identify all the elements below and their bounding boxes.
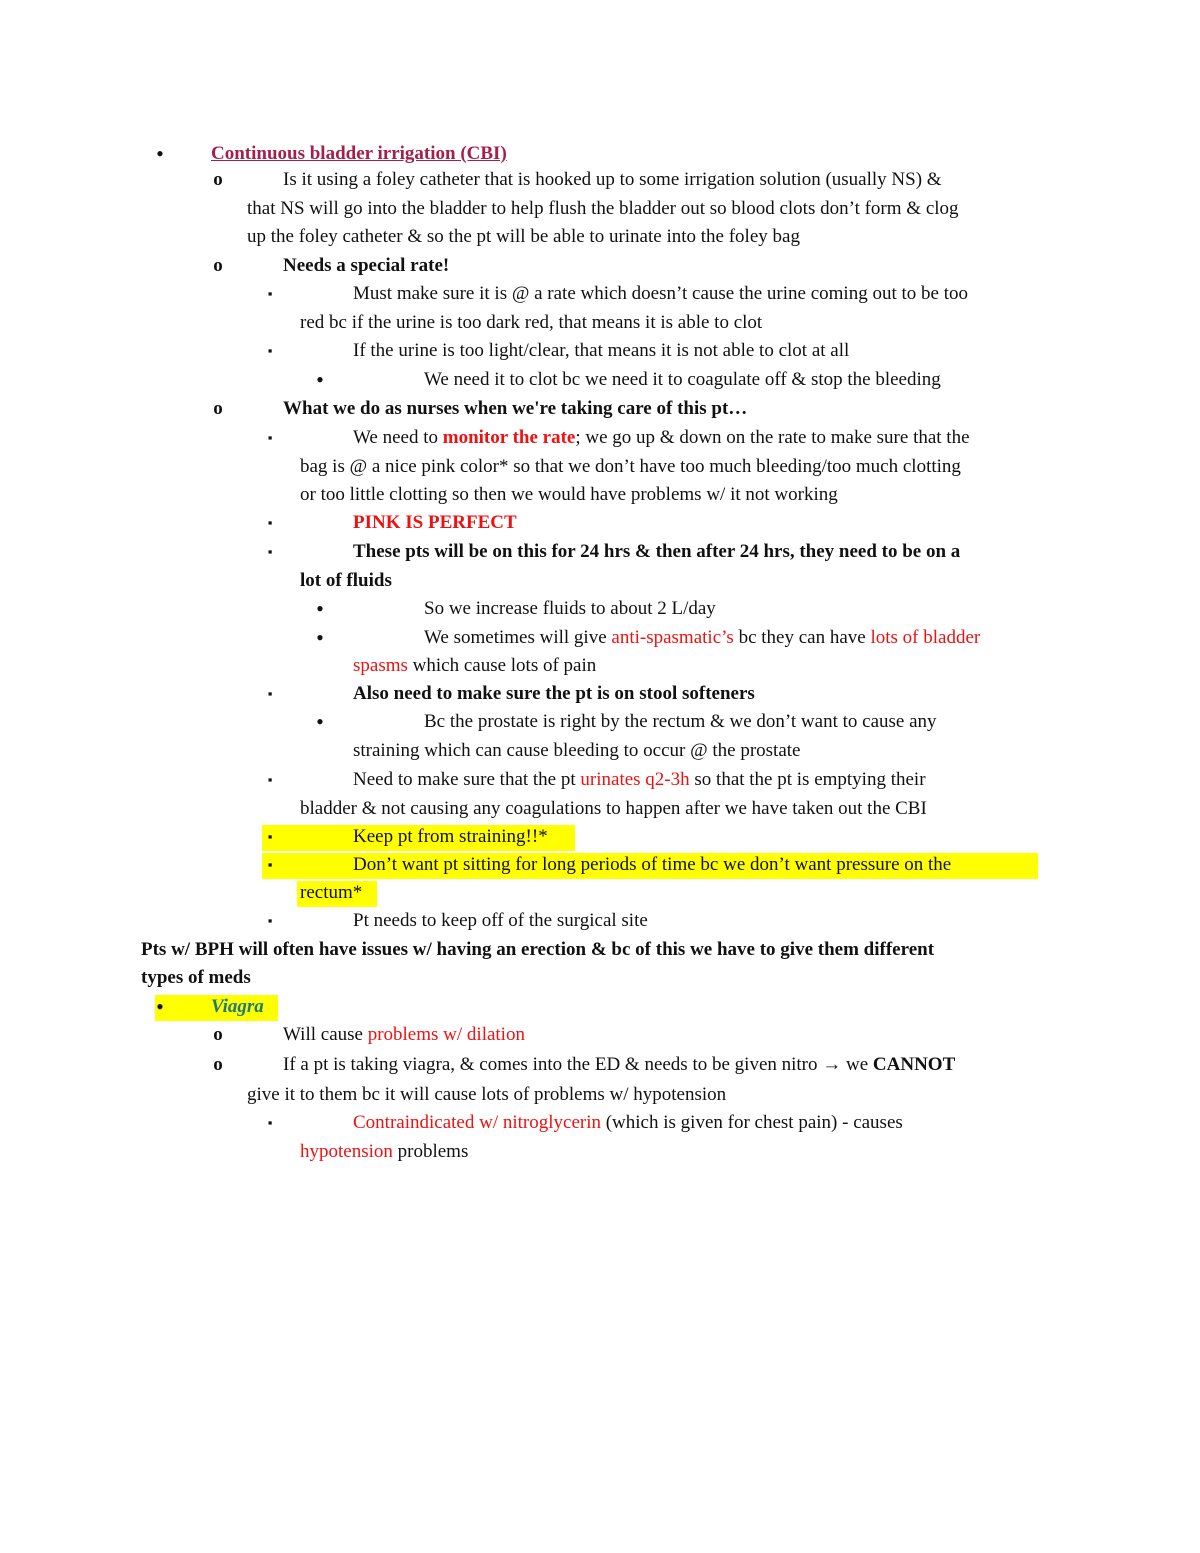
contra-line-1: Contraindicated w/ nitroglycerin (which is given for chest pain) - causes [353, 1112, 903, 1133]
bullet-circle: o [213, 255, 223, 276]
bullet-square: ▪ [267, 343, 273, 358]
site-item: Pt needs to keep off of the surgical site [353, 910, 648, 931]
bullet-circle: o [213, 1054, 223, 1075]
cbi-desc-line-1: Is it using a foley catheter that is hooked up to some irrigation solution (usually NS) & [283, 169, 942, 190]
prostate-line-2: straining which can cause bleeding to occur @ the prostate [353, 740, 801, 761]
contra-line-2: hypotension problems [300, 1141, 469, 1162]
bullet-square: ▪ [267, 515, 273, 530]
sitting-line-2: rectum* [300, 882, 363, 903]
bullet-square: ▪ [267, 686, 273, 701]
bullet-circle: o [213, 1024, 223, 1045]
spasm-line-1: We sometimes will give anti-spasmatic’s bc they can have lots of bladder [424, 627, 981, 648]
bullet-dot: • [316, 367, 324, 392]
nurse-heading: What we do as nurses when we're taking care of this pt… [283, 398, 748, 419]
hrs-line-2: lot of fluids [300, 570, 392, 591]
viagra-title: Viagra [211, 996, 264, 1017]
bullet-square: ▪ [267, 857, 273, 872]
bullet-square: ▪ [267, 913, 273, 928]
bph-line-1: Pts w/ BPH will often have issues w/ having an erection & bc of this we have to give them different [141, 939, 935, 960]
bullet-circle: o [213, 169, 223, 190]
bullet-square: ▪ [267, 772, 273, 787]
urinate-line-2: bladder & not causing any coagulations to happen after we have taken out the CBI [300, 798, 927, 819]
urinate-line-1: Need to make sure that the pt urinates q2-3h so that the pt is emptying their [353, 769, 926, 790]
nitro-line-2: give it to them bc it will cause lots of problems w/ hypotension [247, 1084, 727, 1105]
bullet-dot: • [156, 994, 164, 1019]
rate-item-1-line-1: Must make sure it is @ a rate which doesn’t cause the urine coming out to be too [353, 283, 968, 304]
pink-is-perfect: PINK IS PERFECT [353, 512, 517, 533]
monitor-line-1: We need to monitor the rate; we go up & down on the rate to make sure that the [353, 427, 970, 448]
bullet-dot: • [316, 625, 324, 650]
monitor-line-3: or too little clotting so then we would have problems w/ it not working [300, 484, 838, 505]
prostate-line-1: Bc the prostate is right by the rectum & we don’t want to cause any [424, 711, 937, 732]
bullet-square: ▪ [267, 544, 273, 559]
cbi-desc-line-2: that NS will go into the bladder to help flush the bladder out so blood clots don’t form & clog [247, 198, 959, 219]
fluids-item: So we increase fluids to about 2 L/day [424, 598, 716, 619]
bullet-dot: • [156, 141, 164, 166]
spasm-line-2: spasms which cause lots of pain [353, 655, 597, 676]
rate-item-2-sub: We need it to clot bc we need it to coagulate off & stop the bleeding [424, 369, 941, 390]
bullet-dot: • [316, 709, 324, 734]
sitting-line-1: Don’t want pt sitting for long periods of time bc we don’t want pressure on the [353, 854, 952, 875]
bph-line-2: types of meds [141, 967, 251, 988]
cbi-desc-line-3: up the foley catheter & so the pt will be able to urinate into the foley bag [247, 226, 800, 247]
monitor-line-2: bag is @ a nice pink color* so that we don’t have too much bleeding/too much clotting [300, 456, 961, 477]
bullet-square: ▪ [267, 1115, 273, 1130]
bullet-circle: o [213, 398, 223, 419]
bullet-square: ▪ [267, 829, 273, 844]
bullet-dot: • [316, 596, 324, 621]
hrs-line-1: These pts will be on this for 24 hrs & then after 24 hrs, they need to be on a [353, 541, 961, 562]
straining-item: Keep pt from straining!!* [353, 826, 548, 847]
rate-heading: Needs a special rate! [283, 255, 450, 276]
dilation-item: Will cause problems w/ dilation [283, 1024, 525, 1045]
bullet-square: ▪ [267, 286, 273, 301]
nitro-line-1: If a pt is taking viagra, & comes into the ED & needs to be given nitro → we CANNOT [283, 1054, 956, 1075]
rate-item-1-line-2: red bc if the urine is too dark red, that means it is able to clot [300, 312, 763, 333]
arrow-right-icon: → [822, 1054, 842, 1075]
cbi-title: Continuous bladder irrigation (CBI) [211, 143, 507, 164]
stool-item: Also need to make sure the pt is on stool softeners [353, 683, 755, 704]
rate-item-2: If the urine is too light/clear, that means it is not able to clot at all [353, 340, 850, 361]
bullet-square: ▪ [267, 430, 273, 445]
